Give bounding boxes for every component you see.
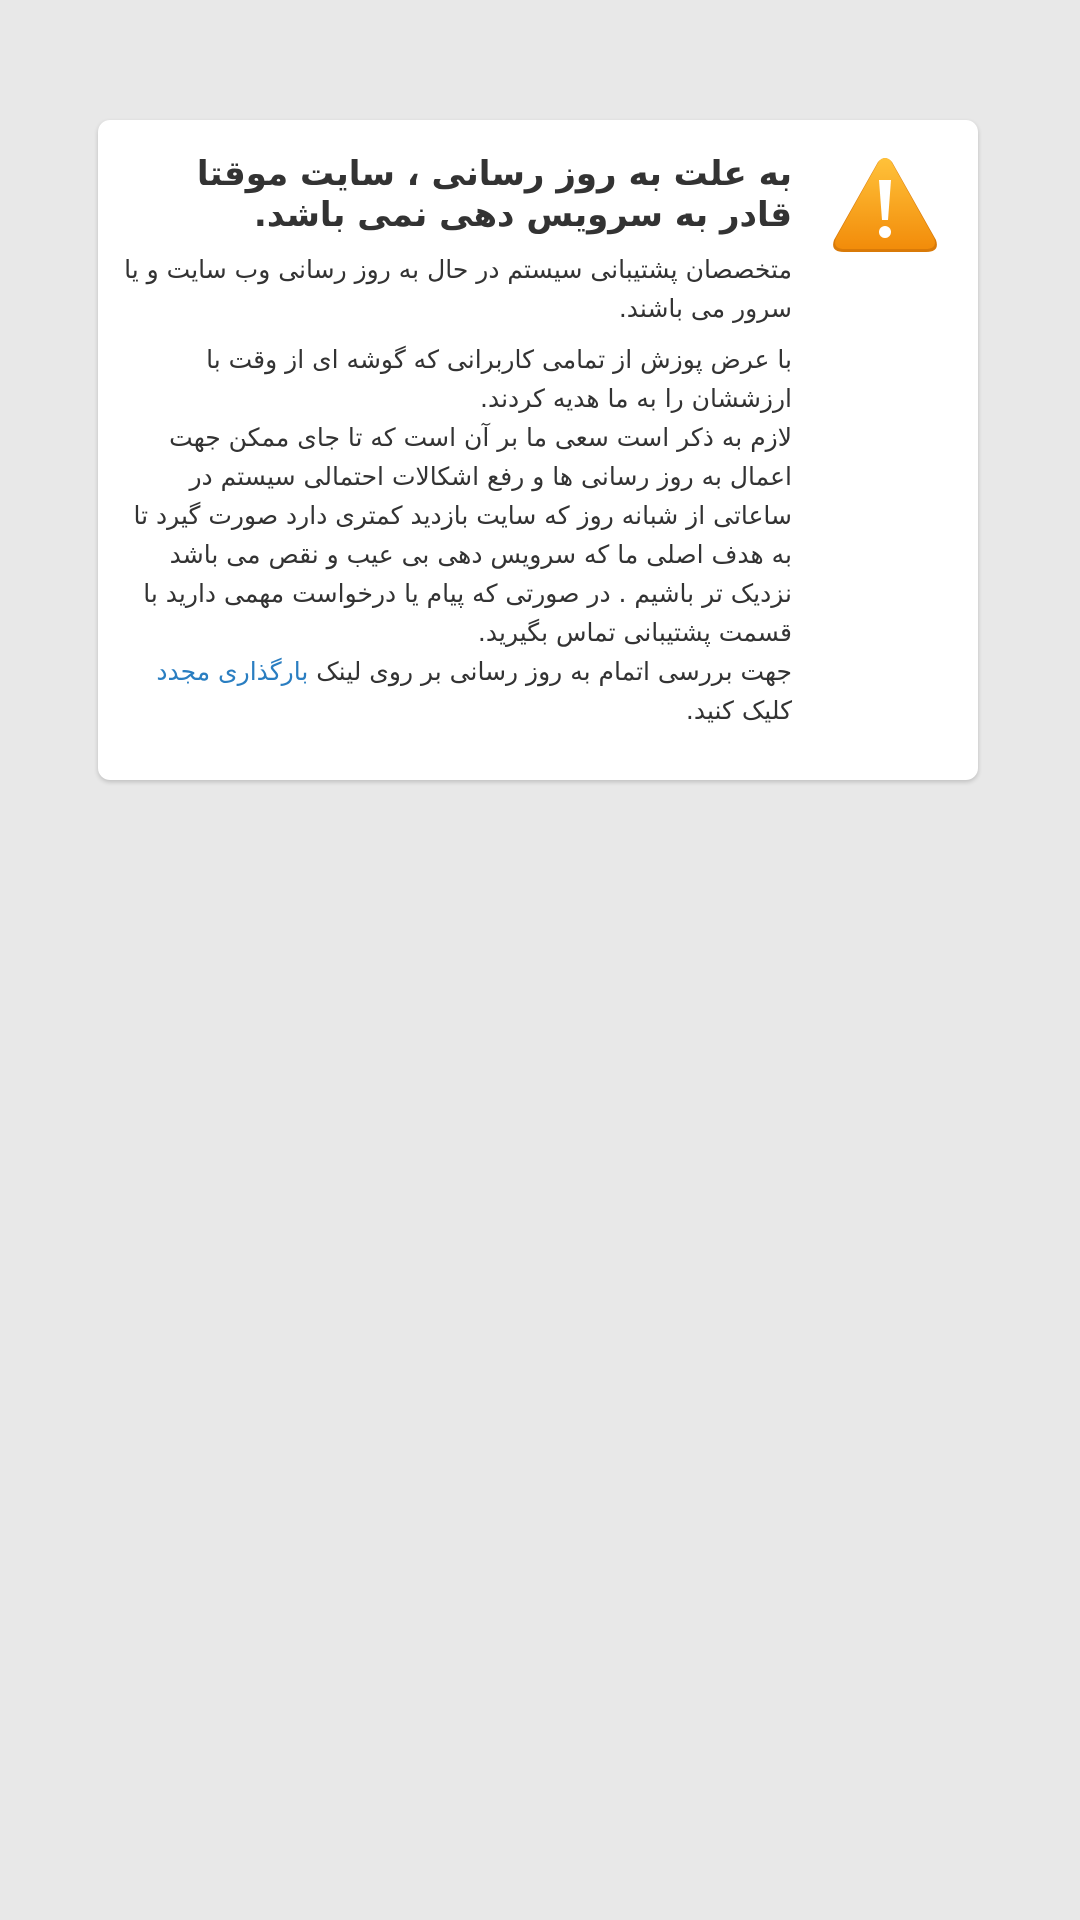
reload-suffix-text: کلیک کنید. [685,696,792,725]
notice-paragraph-3: لازم به ذکر است سعی ما بر آن است که تا جای ممکن جهت اعمال به روز رسانی ها و رفع اشکالات احتمالی سیستم در ساعاتی از شبانه روز که سایت بازدید کمتری دارد صورت گیرد تا به هدف اصلی ما که سرویس دهی بی عیب و نقص می باشد نزدیک تر باشیم . در صورتی که پیام یا درخواست مهمی دارید با قسمت پشتیبانی تماس بگیرید. [133,423,792,647]
notice-content [122,154,792,730]
warning-icon [830,156,940,256]
notice-paragraph-2: با عرض پوزش از تمامی کاربرانی که گوشه ای از وقت با ارزششان را به ما هدیه کردند. [206,345,792,413]
notice-title: به علت به روز رسانی ، سایت موقتا قادر به سرویس دهی نمی باشد. [196,154,792,235]
notice-paragraph-4 [122,652,792,730]
notice-paragraph-1: متخصصان پشتیبانی سیستم در حال به روز رسانی وب سایت و یا سرور می باشند. [124,255,792,323]
maintenance-card [98,120,978,780]
reload-prompt-text: جهت بررسی اتمام به روز رسانی بر روی لینک [308,657,792,686]
reload-link[interactable]: بارگذاری مجدد [156,657,309,686]
